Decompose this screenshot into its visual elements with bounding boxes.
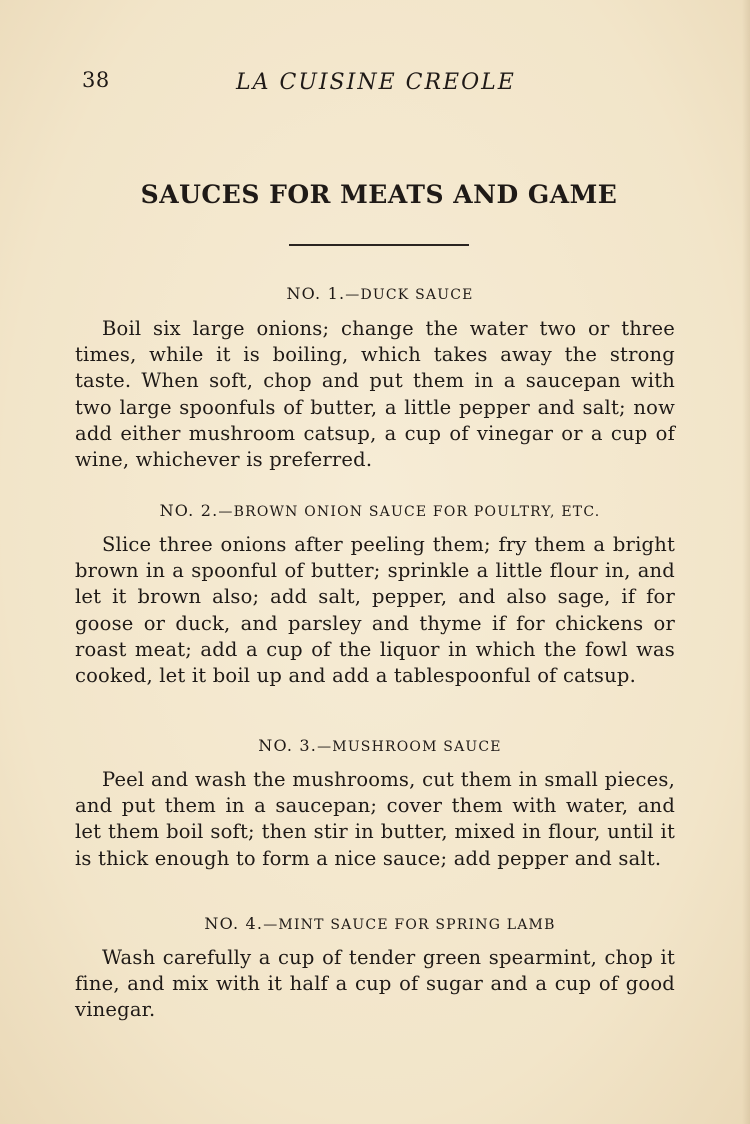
- recipe-number: NO. 4.: [204, 914, 264, 933]
- running-title: LA CUISINE CREOLE: [236, 70, 516, 95]
- recipe-body-2: Slice three onions after peeling them; fry them a bright brown in a spoonful of butter; sprinkle a little flour in, and let it brown also; add salt, pepper, and also sage, if for goose or duck, and parsley and thyme if for chickens or roast meat; add a cup of the liquor in which the fowl was cooked, let it boil up and add a tablespoonful of catsup.: [75, 533, 675, 688]
- page-edge-shadow: [742, 0, 750, 1124]
- recipe-heading-2: [0, 501, 750, 520]
- page-number: 38: [82, 68, 110, 92]
- recipe-number: NO. 2.: [159, 501, 219, 520]
- recipe-body-3: Peel and wash the mushrooms, cut them in small pieces, and put them in a saucepan; cover them with water, and let them boil soft; then stir in butter, mixed in flour, until it is thick enough to form a nice sauce; add pepper and salt.: [75, 768, 675, 870]
- recipe-body-1: Boil six large onions; change the water two or three times, while it is boiling, which takes away the strong taste. When soft, chop and put them in a saucepan with two large spoonfuls of butter, a little pepper and salt; now add either mushroom catsup, a cup of vinegar or a cup of wine, whichever is preferred.: [75, 317, 675, 472]
- recipe-title: —MINT SAUCE FOR SPRING LAMB: [263, 917, 556, 933]
- title-divider: [289, 244, 469, 246]
- recipe-number: NO. 1.: [286, 284, 346, 303]
- recipe-heading-1: [0, 284, 750, 303]
- recipe-heading-4: [0, 914, 750, 933]
- recipe-title: —DUCK SAUCE: [345, 287, 474, 303]
- recipe-heading-3: [0, 736, 750, 755]
- recipe-title: —BROWN ONION SAUCE FOR POULTRY, ETC.: [218, 504, 601, 520]
- recipe-number: NO. 3.: [258, 736, 318, 755]
- recipe-title: —MUSHROOM SAUCE: [317, 739, 502, 755]
- chapter-title: SAUCES FOR MEATS AND GAME: [140, 180, 618, 209]
- recipe-body-4: Wash carefully a cup of tender green spearmint, chop it fine, and mix with it half a cup of sugar and a cup of good vinegar.: [75, 946, 675, 1022]
